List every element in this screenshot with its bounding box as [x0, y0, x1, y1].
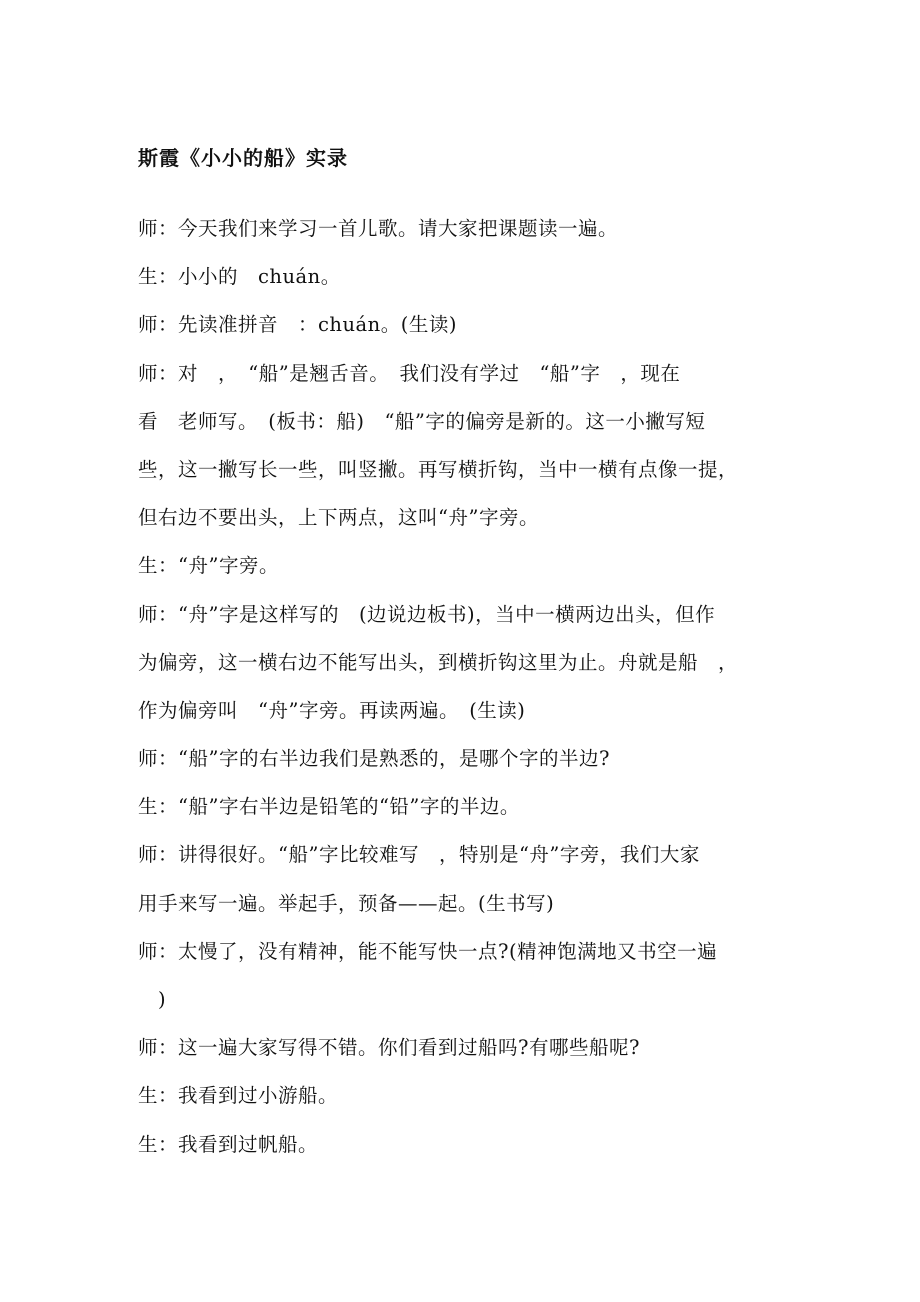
text-line: 师：先读准拼音 ：chuán。(生读) — [138, 313, 457, 337]
text-line: 师：对 ， “船”是翘舌音。 我们没有学过 “船”字 ，现在 — [138, 361, 681, 385]
text-line: 生：“舟”字旁。 — [138, 554, 279, 578]
text-line: 看 老师写。 (板书：船) “船”字的偏旁是新的。这一小撇写短 — [138, 409, 706, 433]
text-line: 些，这一撇写长一些，叫竖撇。再写横折钩，当中一横有点像一提， — [138, 457, 739, 481]
text-line: 师：今天我们来学习一首儿歌。请大家把课题读一遍。 — [138, 217, 619, 240]
text-line: 但右边不要出头，上下两点，这叫“舟”字旁。 — [138, 506, 539, 530]
text-line: 生：我看到过帆船。 — [138, 1132, 319, 1156]
text-line: 作为偏旁叫 “舟”字旁。再读两遍。 (生读) — [138, 698, 526, 722]
text-line: 生：“船”字右半边是铅笔的“铅”字的半边。 — [138, 795, 520, 819]
text-line: 生：小小的 chuán。 — [138, 265, 341, 289]
text-line: 师：“船”字的右半边我们是熟悉的，是哪个字的半边? — [138, 747, 610, 771]
text-line: 师：太慢了，没有精神，能不能写快一点?(精神饱满地又书空一遍 — [138, 939, 718, 963]
text-line: ) — [158, 988, 167, 1011]
text-line: 为偏旁，这一横右边不能写出头，到横折钩这里为止。舟就是船 ， — [138, 650, 739, 674]
text-line: 用手来写一遍。举起手，预备——起。(生书写) — [138, 891, 555, 915]
text-line: 师：讲得很好。“船”字比较难写 ，特别是“舟”字旁，我们大家 — [138, 843, 700, 867]
document-title: 斯霞《小小的船》实录 — [138, 146, 348, 170]
document-body — [138, 205, 788, 1169]
text-line: 生：我看到过小游船。 — [138, 1084, 339, 1108]
text-line: 师：“舟”字是这样写的 (边说边板书)，当中一横两边出头，但作 — [138, 602, 716, 626]
text-line: 师：这一遍大家写得不错。你们看到过船吗?有哪些船呢? — [138, 1036, 640, 1060]
